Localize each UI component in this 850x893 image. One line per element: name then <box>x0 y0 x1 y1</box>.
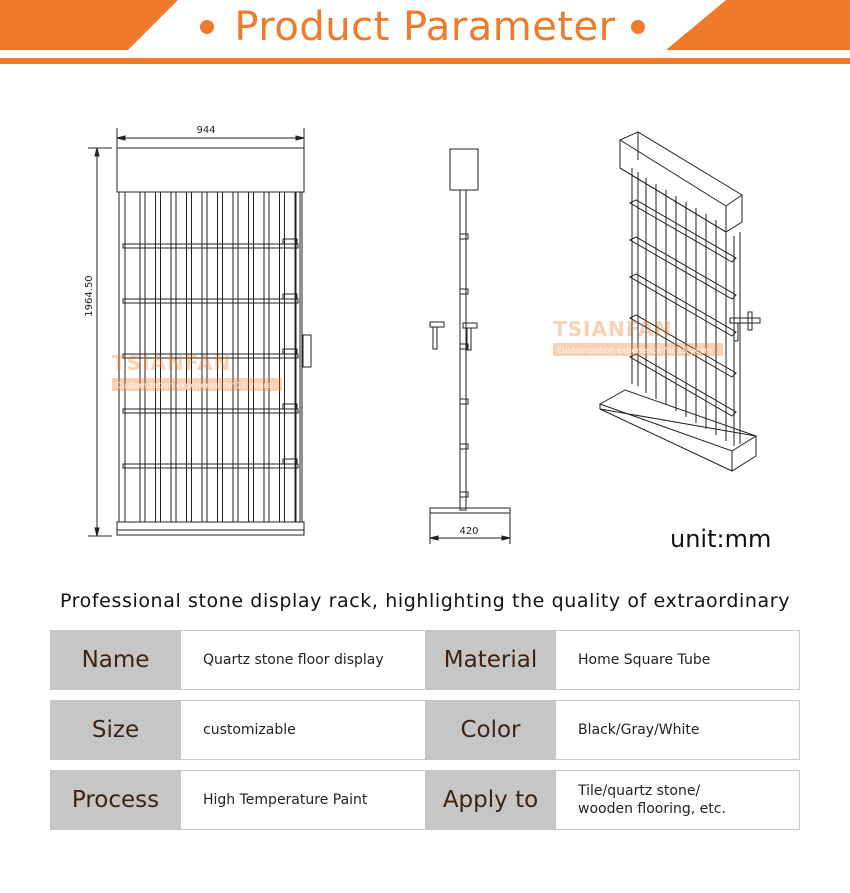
tagline: Professional stone display rack, highlighting the quality of extraordinary <box>59 590 791 612</box>
page-title: Product Parameter <box>234 4 616 50</box>
param-value <box>556 700 800 760</box>
param-value <box>556 770 800 830</box>
param-value <box>181 700 425 760</box>
param-value-text: customizable <box>203 722 296 738</box>
side-depth-dim: 420 <box>459 526 479 537</box>
banner-underline <box>0 58 850 64</box>
param-value-text: Quartz stone floor display <box>203 652 384 668</box>
unit-label: unit:mm <box>670 525 772 553</box>
param-label: Material <box>425 630 556 690</box>
param-value <box>181 770 425 830</box>
front-width-dim: 944 <box>196 125 216 136</box>
param-value <box>556 630 800 690</box>
watermark-right <box>553 317 723 356</box>
param-row <box>50 770 800 830</box>
watermark-left <box>112 351 282 391</box>
header-banner <box>0 0 850 66</box>
watermark-tagline: Customization experience for 15 years <box>557 346 713 355</box>
rack-drawings <box>0 110 850 560</box>
front-view <box>88 128 311 536</box>
parameter-table <box>50 630 800 840</box>
front-height-dim: 1964.50 <box>84 275 95 317</box>
param-value <box>181 630 425 690</box>
watermark-tagline: Customization experience for 15 years <box>116 381 272 390</box>
param-value-text: Black/Gray/White <box>578 722 700 738</box>
side-view <box>430 149 510 544</box>
param-row <box>50 700 800 760</box>
perspective-view <box>600 132 760 471</box>
param-row <box>50 630 800 690</box>
param-label: Apply to <box>425 770 556 830</box>
param-label: Name <box>50 630 181 690</box>
param-value-text: Home Square Tube <box>578 652 711 668</box>
param-label: Process <box>50 770 181 830</box>
param-value-text: Tile/quartz stone/ wooden flooring, etc. <box>578 783 726 817</box>
watermark-brand: TSIANFAN <box>553 317 673 341</box>
param-label: Color <box>425 700 556 760</box>
watermark-brand: TSIANFAN <box>112 351 232 375</box>
param-label: Size <box>50 700 181 760</box>
param-value-text: High Temperature Paint <box>203 792 368 808</box>
